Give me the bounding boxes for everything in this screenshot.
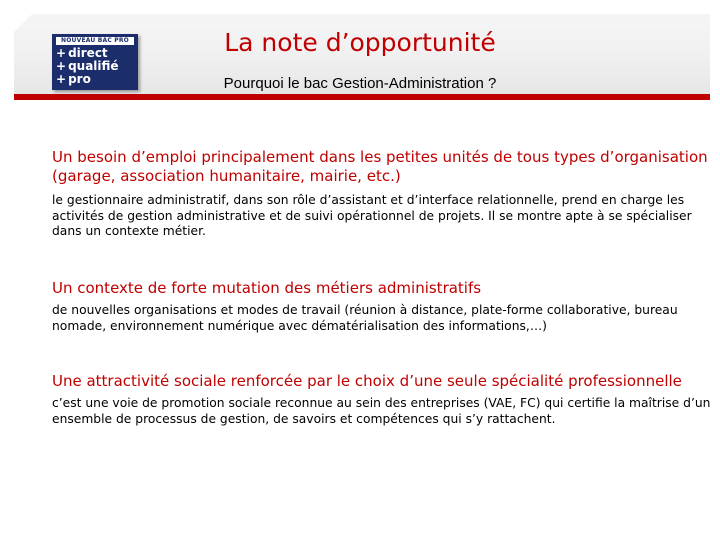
section-body: le gestionnaire administratif, dans son rôle d’assistant et d’interface relationnelle, prend en charge les activités de gestion administrative et de suivi opérationnel de projets. Il se montre apte à se spécialiser dans un contexte métier.	[52, 193, 692, 238]
plus-icon: +	[56, 46, 67, 60]
page-corner-fold	[14, 14, 32, 32]
section-body: de nouvelles organisations et modes de travail (réunion à distance, plate-forme collaborative, bureau nomade, environnement numérique avec dématérialisation des informations,…)	[52, 303, 678, 333]
section-heading: Un besoin d’emploi principalement dans les petites unités de tous types d’organisation (garage, association humanitaire, mairie, etc.)	[52, 148, 708, 185]
logo-banner-text: NOUVEAU BAC PRO	[56, 37, 134, 45]
section-heading: Un contexte de forte mutation des métiers administratifs	[52, 279, 482, 297]
logo-line-qualifie: + qualifié	[56, 59, 119, 73]
section-mutation	[52, 279, 712, 334]
logo-line-pro: + pro	[56, 72, 91, 86]
page-title: La note d’opportunité	[224, 28, 496, 57]
logo-line-direct: + direct	[56, 46, 108, 60]
section-body: c’est une voie de promotion sociale reconnue au sein des entreprises (VAE, FC) qui certifie la maîtrise d’un ensemble de processus de gestion, de savoirs et compétences qui s’y rattachent.	[52, 396, 711, 426]
section-heading: Une attractivité sociale renforcée par le choix d’une seule spécialité professionnelle	[52, 372, 682, 390]
plus-icon: +	[56, 72, 67, 86]
bac-pro-logo	[52, 34, 138, 90]
page-subtitle: Pourquoi le bac Gestion-Administration ?	[223, 75, 497, 92]
section-attractivite	[52, 372, 712, 427]
plus-icon: +	[56, 59, 67, 73]
section-emploi	[52, 148, 712, 240]
